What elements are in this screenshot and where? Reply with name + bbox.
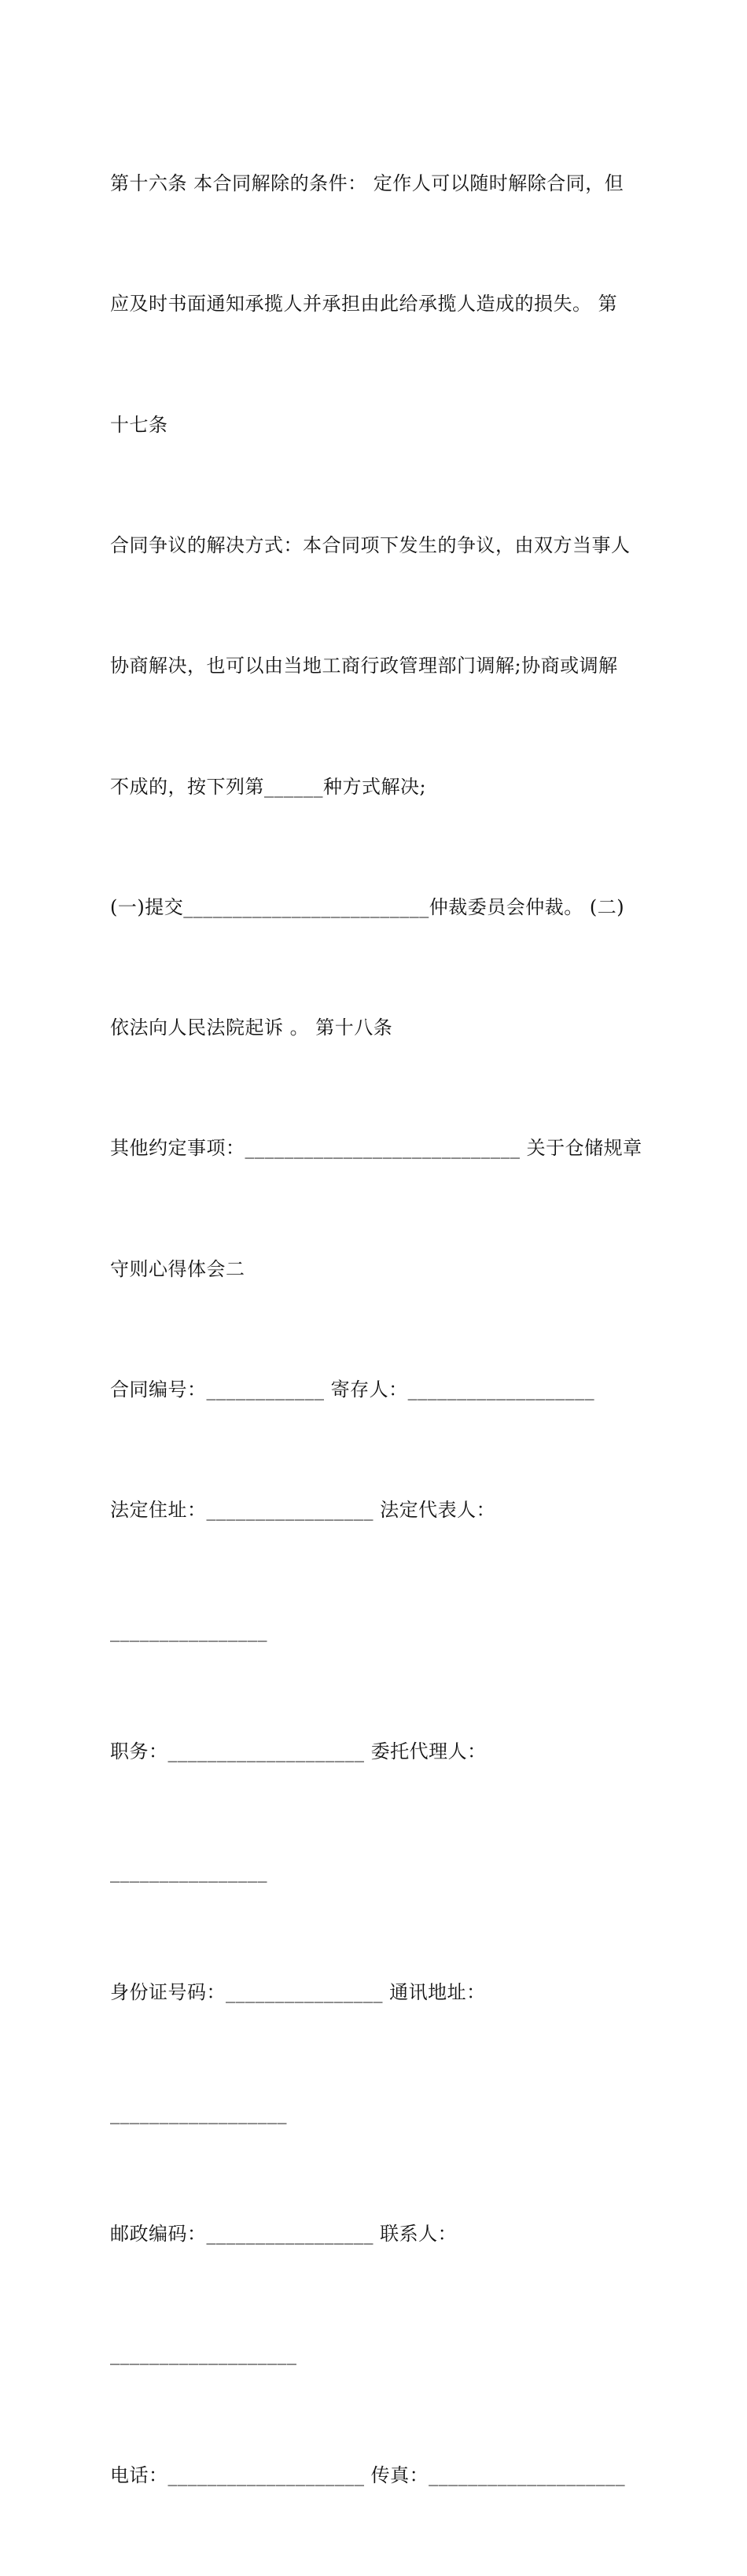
text-line: 电话：____________________ 传真：____________________: [110, 2463, 626, 2486]
text-line: 法定住址：_________________ 法定代表人：: [110, 1499, 496, 1522]
text-line: 职务：____________________ 委托代理人：: [110, 1740, 487, 1762]
text-line: (一)提交_________________________仲裁委员会仲裁。 (二): [110, 895, 625, 918]
text-line: 依法向人民法院起诉 。 第十八条: [110, 1017, 393, 1039]
text-line: 守则心得体会二: [110, 1257, 245, 1280]
text-line: 不成的，按下列第______种方式解决;: [110, 775, 427, 798]
text-line: 邮政编码：_________________ 联系人：: [110, 2222, 458, 2245]
text-line: 第十六条 本合同解除的条件： 定作人可以随时解除合同，但: [110, 172, 624, 195]
text-line: 十七条: [110, 413, 168, 436]
text-line: 合同编号：____________ 寄存人：___________________: [110, 1378, 595, 1401]
text-line: 应及时书面通知承揽人并承担由此给承揽人造成的损失。 第: [110, 293, 618, 316]
text-line: 其他约定事项：____________________________ 关于仓储规章: [110, 1137, 642, 1160]
text-line: 身份证号码：________________ 通讯地址：: [110, 1981, 486, 2004]
text-line: __________________: [110, 2102, 287, 2124]
text-line: 协商解决，也可以由当地工商行政管理部门调解;协商或调解: [110, 655, 618, 677]
text-line: 合同争议的解决方式：本合同项下发生的争议，由双方当事人: [110, 534, 631, 557]
text-line: ________________: [110, 1861, 267, 1884]
document-body: [110, 83, 653, 2576]
text-line: ________________: [110, 1619, 267, 1642]
text-line: ___________________: [110, 2343, 297, 2366]
